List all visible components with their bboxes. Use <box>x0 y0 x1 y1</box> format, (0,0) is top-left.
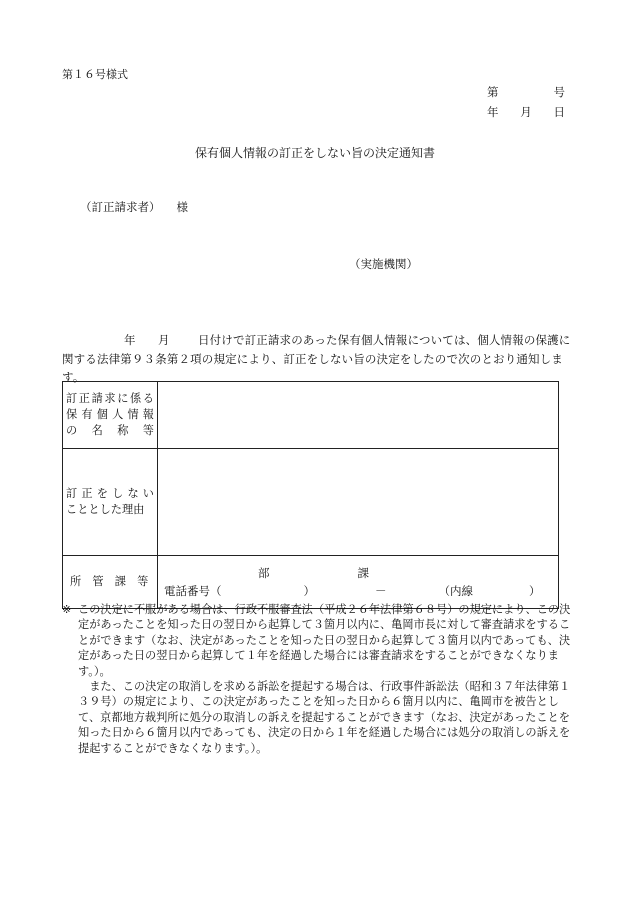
document-number-line <box>487 84 565 100</box>
department-value-cell <box>158 556 559 609</box>
note-lawsuit-text: また、この決定の取消しを求める訴訟を提起する場合は、行政事件訴訟法（昭和３７年法律第１３９号）の規定により、この決定があったことを知った日から６箇月以内に、亀岡市を被告として、京都地方裁判所に処分の取消しの訴えを提起することができます（なお、決定があったことを知った日から６箇月以内であっても、決定の日から１年を経過した場合には処分の取消しの訴えを提起することができなくなります。）。 <box>78 680 571 755</box>
phone-close-paren: ） <box>303 584 315 598</box>
document-title: 保有個人情報の訂正をしない旨の決定通知書 <box>194 146 435 160</box>
reason-value-cell <box>158 449 559 556</box>
issuing-agency: （実施機関） <box>349 257 418 271</box>
note-paragraph-appeal <box>62 602 572 679</box>
phone-label: 電話番号（ <box>164 584 222 598</box>
form-number: 第１６号様式 <box>62 68 128 81</box>
body-month: 月 <box>158 333 170 347</box>
note-appeal-text: この決定に不服がある場合は、行政不服審査法（平成２６年法律第６８号）の規定により、この決定があったことを知った日の翌日から起算して３箇月以内に、亀岡市長に対して審査請求をすることができます（なお、決定があったことを知った日の翌日から起算して３箇月以内であっても、決定があった日の翌日から起算して１年を経過した場合には審査請求をすることができなくなります。）。 <box>78 603 571 678</box>
recipient-label: （訂正請求者） <box>80 200 161 214</box>
department-line <box>158 564 558 582</box>
note-paragraph-lawsuit <box>62 679 572 756</box>
info-name-value-cell <box>158 382 559 449</box>
date-month: 月 <box>520 105 532 119</box>
body-text: 日付けで訂正請求のあった保有個人情報については、個人情報の保護に関する法律第９３条第２項の規定により、訂正をしない旨の決定をしたので次のとおり通知します。 <box>62 333 571 385</box>
info-name-label <box>63 382 158 449</box>
date-day: 日 <box>553 105 565 119</box>
dept-bu: 部 <box>258 566 270 580</box>
notice-table <box>62 381 559 609</box>
document-date-line <box>487 104 565 120</box>
table-row-info-name <box>63 382 559 449</box>
reason-label-line: 訂 正 を し な い <box>66 487 154 500</box>
number-suffix: 号 <box>553 85 565 99</box>
department-label <box>63 556 158 609</box>
recipient-honorific: 様 <box>176 200 188 214</box>
number-prefix: 第 <box>487 85 499 99</box>
date-year: 年 <box>487 105 499 119</box>
reason-label-line: こととした理由 <box>66 503 145 516</box>
notes-section <box>62 602 572 756</box>
note-mark: ※ <box>62 603 72 616</box>
dept-ka: 課 <box>357 566 369 580</box>
extension-close-paren: ） <box>529 584 541 598</box>
info-name-label-line: の 名 称 等 <box>66 424 154 437</box>
department-label-text: 所 管 課 等 <box>70 575 149 588</box>
info-name-label-line: 保 有 個 人 情 報 <box>66 408 154 421</box>
table-row-reason <box>63 449 559 556</box>
info-name-label-line: 訂 正 請 求 に 係 る <box>66 392 154 405</box>
phone-dash: － <box>375 584 387 598</box>
body-year: 年 <box>124 333 136 347</box>
table-row-department <box>63 556 559 609</box>
phone-line <box>158 582 558 600</box>
extension-label: （内線 <box>438 584 473 598</box>
reason-label <box>63 449 158 556</box>
body-paragraph <box>62 331 572 387</box>
recipient-line <box>80 199 188 215</box>
